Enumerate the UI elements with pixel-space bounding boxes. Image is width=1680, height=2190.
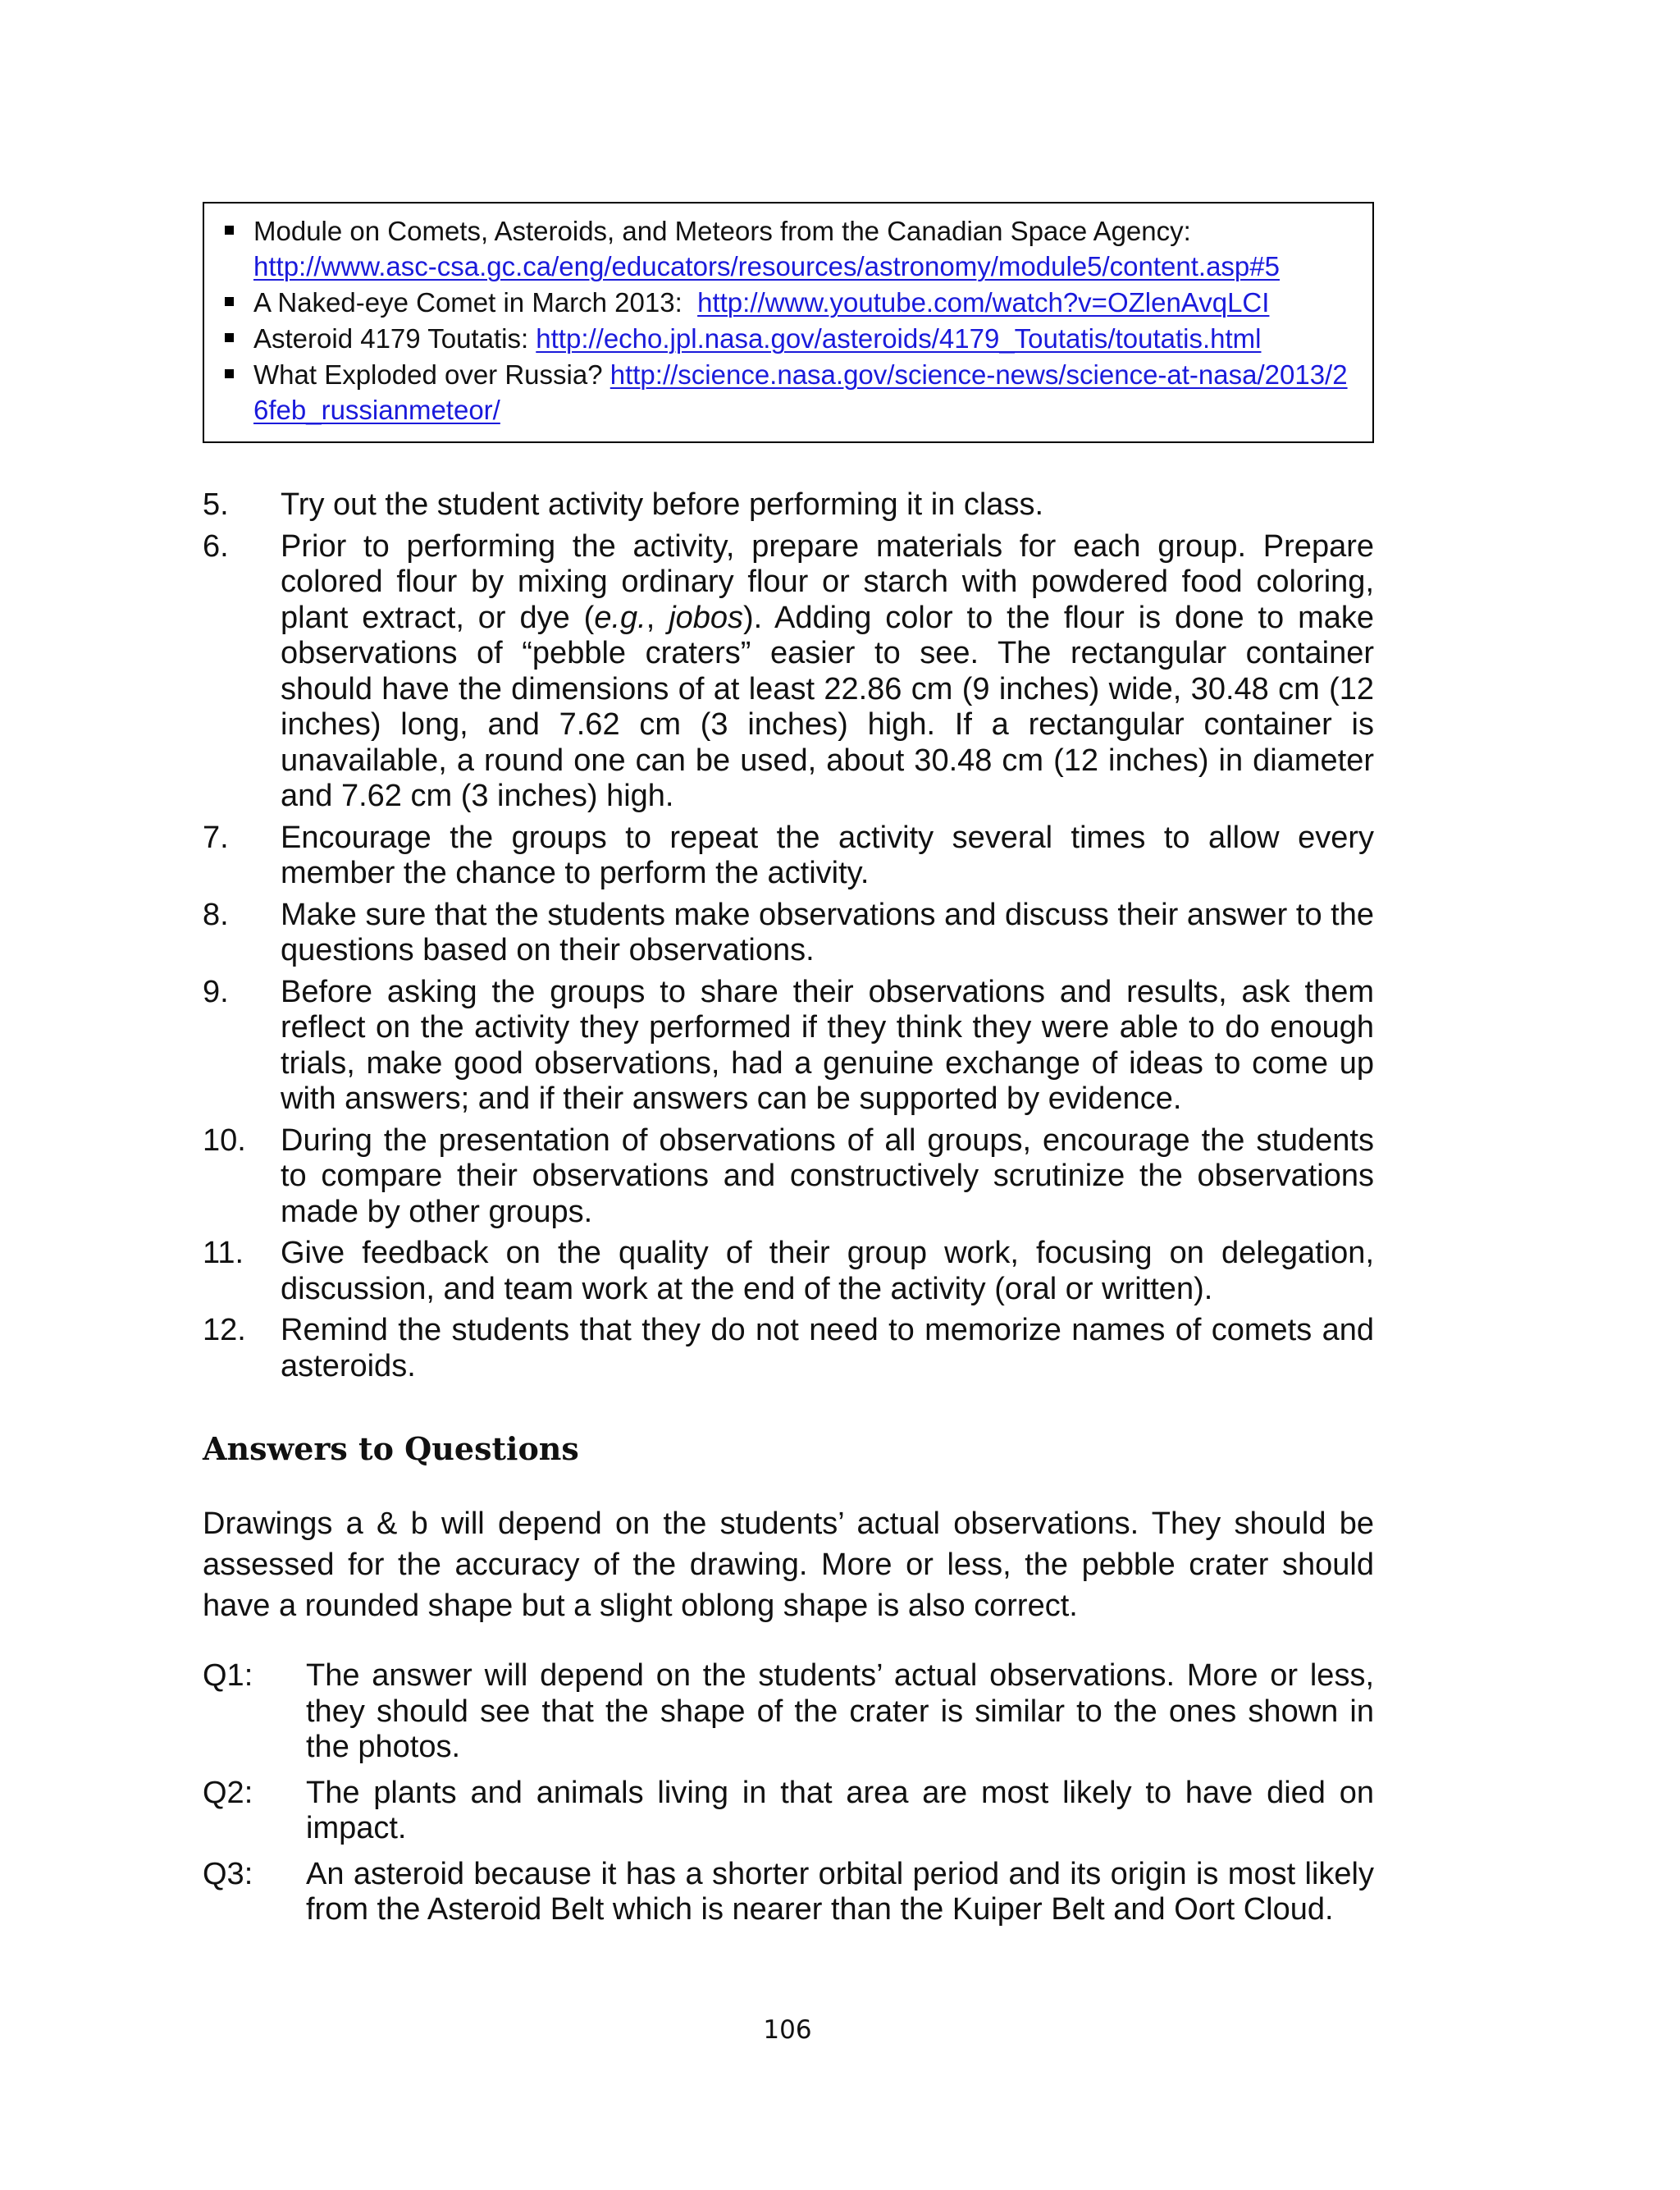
resource-item xyxy=(253,321,1356,356)
list-item xyxy=(203,975,1374,1118)
resource-label: What Exploded over Russia? xyxy=(253,359,603,390)
step-text: Before asking the groups to share their observations and results, ask them reflect on the activity they performed if they think they were able to do enough trials, make good observations, had a genuine exchange of ideas to come up with answers; and if their answers can be supported by evidence. xyxy=(281,974,1374,1116)
step-number: 10. xyxy=(203,1122,246,1158)
step-number: 7. xyxy=(203,820,229,855)
question-label: Q3: xyxy=(203,1856,253,1891)
question-label: Q1: xyxy=(203,1658,253,1693)
answer-text: An asteroid because it has a shorter orbital period and its origin is most likely from the Asteroid Belt which is nearer than the Kuiper Belt and Oort Cloud. xyxy=(306,1856,1374,1927)
resource-links-box xyxy=(203,202,1374,443)
step-number: 11. xyxy=(203,1236,244,1270)
square-bullet-icon xyxy=(225,333,234,342)
step-number: 5. xyxy=(203,487,229,522)
list-item xyxy=(203,898,1374,969)
teaching-steps-list xyxy=(203,487,1374,1390)
page-number: 106 xyxy=(763,2015,812,2045)
answers-heading: Answers to Questions xyxy=(203,1430,579,1467)
question-label: Q2: xyxy=(203,1775,253,1810)
square-bullet-icon xyxy=(225,369,234,378)
step-number: 6. xyxy=(203,528,229,564)
list-item xyxy=(203,529,1374,815)
answers-intro-paragraph: Drawings a & b will depend on the students’ actual observations. They should be assessed for the accuracy of the drawing. More or less, the pebble crater should have a rounded shape but a slight oblong shape is also correct. xyxy=(203,1506,1374,1623)
answer-text: The plants and animals living in that area are most likely to have died on impact. xyxy=(306,1775,1374,1845)
resource-item xyxy=(253,285,1356,320)
step-number: 8. xyxy=(203,897,229,932)
list-item xyxy=(203,1236,1374,1307)
resource-item xyxy=(253,213,1356,284)
step-number: 9. xyxy=(203,974,229,1009)
resource-link[interactable]: http://www.asc-csa.gc.ca/eng/educators/resources/astronomy/module5/content.asp#5 xyxy=(253,251,1280,281)
step-text: Remind the students that they do not need to memorize names of comets and asteroids. xyxy=(281,1313,1374,1383)
resource-link[interactable]: http://www.youtube.com/watch?v=OZlenAvqLCI xyxy=(697,287,1270,318)
answer-item xyxy=(203,1658,1374,1766)
step-text: Give feedback on the quality of their group work, focusing on delegation, discussion, and team work at the end of the activity (oral or written). xyxy=(281,1236,1374,1306)
resource-link[interactable]: http://echo.jpl.nasa.gov/asteroids/4179_Toutatis/toutatis.html xyxy=(536,323,1262,354)
step-text: Encourage the groups to repeat the activity several times to allow every member the chance to perform the activity. xyxy=(281,820,1374,890)
step-text: Try out the student activity before performing it in class. xyxy=(281,487,1043,522)
step-text: During the presentation of observations of all groups, encourage the students to compare their observations and constructively scrutinize the observations made by other groups. xyxy=(281,1122,1374,1229)
answer-item xyxy=(203,1776,1374,1847)
list-item xyxy=(203,1123,1374,1231)
answer-text: The answer will depend on the students’ actual observations. More or less, they should see that the shape of the crater is similar to the ones shown in the photos. xyxy=(306,1658,1374,1764)
resource-link[interactable]: http://science.nasa.gov/science-news/science-at-nasa/2013/26feb_russianmeteor/ xyxy=(253,359,1348,425)
step-text: Make sure that the students make observations and discuss their answer to the questions based on their observations. xyxy=(281,897,1374,967)
resource-label: Module on Comets, Asteroids, and Meteors from the Canadian Space Agency: xyxy=(253,216,1191,246)
resource-label: A Naked-eye Comet in March 2013: xyxy=(253,287,682,318)
list-item xyxy=(203,821,1374,892)
answer-item xyxy=(203,1857,1374,1928)
square-bullet-icon xyxy=(225,226,234,235)
resource-label: Asteroid 4179 Toutatis: xyxy=(253,323,529,354)
list-item xyxy=(203,1313,1374,1384)
square-bullet-icon xyxy=(225,297,234,306)
resource-item xyxy=(253,357,1356,427)
answers-list xyxy=(203,1658,1374,1938)
step-number: 12. xyxy=(203,1313,246,1347)
step-text: Prior to performing the activity, prepare materials for each group. Prepare colored flour by mixing ordinary flour or starch with powdered food coloring, plant extract, or dye (e.g., jobos). Adding color to the flour is done to make observations of “pebble craters” easier to see. The rectangular container should have the dimensions of at least 22.86 cm (9 inches) wide, 30.48 cm (12 inches) long, and 7.62 cm (3 inches) high. If a rectangular container is unavailable, a round one can be used, about 30.48 cm (12 inches) in diameter and 7.62 cm (3 inches) high. xyxy=(281,528,1374,813)
list-item xyxy=(203,487,1374,523)
